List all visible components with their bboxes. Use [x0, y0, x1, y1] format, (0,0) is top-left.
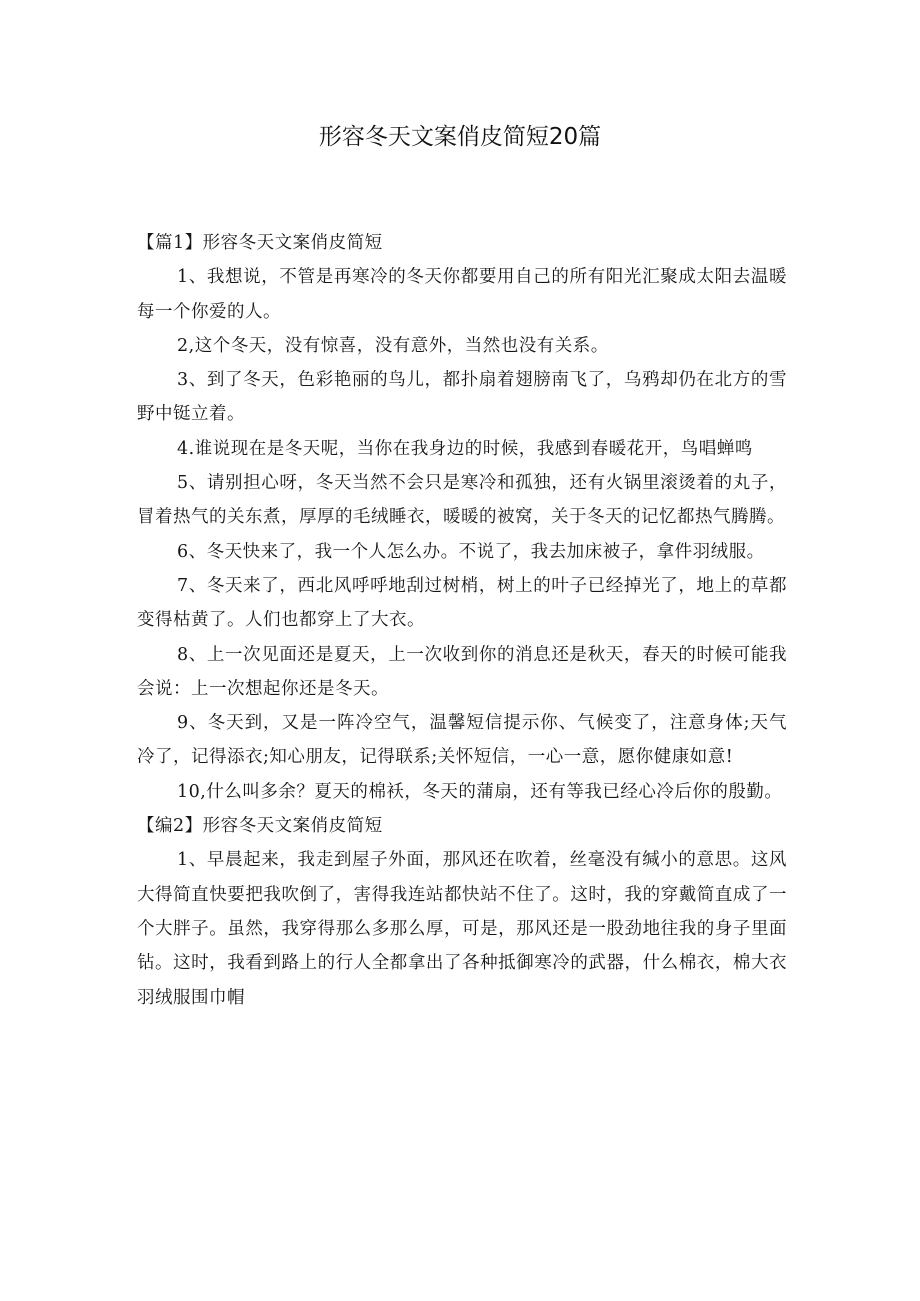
- paragraph: 5、请别担心呀，冬天当然不会只是寒冷和孤独，还有火锅里滚烫着的丸子，冒着热气的关东煮，厚厚的毛绒睡衣，暖暖的被窝，关于冬天的记忆都热气腾腾。: [137, 473, 787, 528]
- paragraph: 8、上一次见面还是夏天，上一次收到你的消息还是秋天，春天的时候可能我会说：上一次想起你还是冬天。: [137, 644, 787, 699]
- paragraph: 6、冬天快来了，我一个人怎么办。不说了，我去加床被子，拿件羽绒服。: [177, 541, 765, 562]
- section-heading: 【篇1】形容冬天文案俏皮简短: [137, 233, 383, 253]
- paragraph: 9、冬天到，又是一阵冷空气，温馨短信提示你、气候变了，注意身体;天气冷了，记得添衣;知心朋友，记得联系;关怀短信，一心一意，愿你健康如意!: [137, 713, 787, 768]
- document-body: [137, 226, 787, 1015]
- paragraph: 4.谁说现在是冬天呢，当你在我身边的时候，我感到春暖花开，鸟唱蝉鸣: [177, 438, 753, 459]
- paragraph: 1、早晨起来，我走到屋子外面，那风还在吹着，丝毫没有缄小的意思。这风大得简直快要把我吹倒了，害得我连站都快站不住了。这时，我的穿戴简直成了一个大胖子。虽然，我穿得那么多那么厚，可是，那风还是一股劲地往我的身子里面钻。这时，我看到路上的行人全都拿出了各种抵御寒冷的武器，什么棉衣，棉大衣羽绒服围巾帽: [137, 850, 787, 1008]
- paragraph: 10,什么叫多余？夏天的棉袄，冬天的蒲扇，还有等我已经心冷后你的殷勤。: [177, 781, 783, 802]
- paragraph: 2,这个冬天，没有惊喜，没有意外，当然也没有关系。: [177, 335, 609, 356]
- paragraph: 7、冬天来了，西北风呼呼地刮过树梢，树上的叶子已经掉光了，地上的草都变得枯黄了。人们也都穿上了大衣。: [137, 575, 787, 631]
- paragraph: 3、到了冬天，色彩艳丽的鸟儿，都扑扇着翅膀南飞了，乌鸦却仍在北方的雪野中铤立着。: [137, 370, 787, 425]
- section-heading: 【编2】形容冬天文案俏皮简短: [137, 816, 383, 837]
- document-title: 形容冬天文案俏皮简短20篇: [318, 124, 602, 150]
- paragraph: 1、我想说，不管是再寒冷的冬天你都要用自己的所有阳光汇聚成太阳去温暖每一个你爱的人。: [137, 267, 787, 322]
